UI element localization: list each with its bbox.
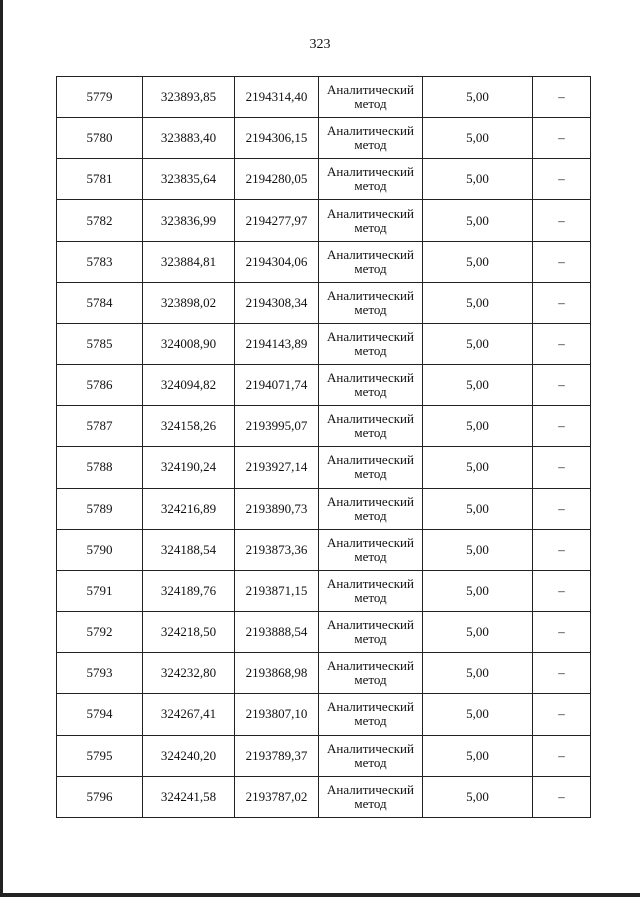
point-number-cell: 5789 [57, 488, 143, 529]
y-coordinate-cell: 2194308,34 [235, 282, 319, 323]
table-row [57, 776, 591, 817]
x-coordinate-cell: 324267,41 [143, 694, 235, 735]
method-cell: Аналитический метод [319, 365, 423, 406]
note-cell: – [533, 776, 591, 817]
table-row [57, 612, 591, 653]
y-coordinate-cell: 2194314,40 [235, 77, 319, 118]
accuracy-cell: 5,00 [423, 776, 533, 817]
y-coordinate-cell: 2194277,97 [235, 200, 319, 241]
note-cell: – [533, 694, 591, 735]
method-cell: Аналитический метод [319, 282, 423, 323]
x-coordinate-cell: 323836,99 [143, 200, 235, 241]
point-number-cell: 5786 [57, 365, 143, 406]
table-row [57, 735, 591, 776]
method-cell: Аналитический метод [319, 241, 423, 282]
method-cell: Аналитический метод [319, 488, 423, 529]
note-cell: – [533, 570, 591, 611]
y-coordinate-cell: 2193871,15 [235, 570, 319, 611]
method-cell: Аналитический метод [319, 323, 423, 364]
accuracy-cell: 5,00 [423, 570, 533, 611]
accuracy-cell: 5,00 [423, 694, 533, 735]
y-coordinate-cell: 2194280,05 [235, 159, 319, 200]
accuracy-cell: 5,00 [423, 529, 533, 570]
method-cell: Аналитический метод [319, 570, 423, 611]
note-cell: – [533, 323, 591, 364]
table-row [57, 653, 591, 694]
note-cell: – [533, 282, 591, 323]
accuracy-cell: 5,00 [423, 406, 533, 447]
scan-bottom-edge [0, 893, 640, 897]
point-number-cell: 5784 [57, 282, 143, 323]
accuracy-cell: 5,00 [423, 488, 533, 529]
method-cell: Аналитический метод [319, 447, 423, 488]
x-coordinate-cell: 324216,89 [143, 488, 235, 529]
point-number-cell: 5783 [57, 241, 143, 282]
x-coordinate-cell: 324232,80 [143, 653, 235, 694]
table-row [57, 570, 591, 611]
accuracy-cell: 5,00 [423, 735, 533, 776]
y-coordinate-cell: 2193927,14 [235, 447, 319, 488]
accuracy-cell: 5,00 [423, 612, 533, 653]
x-coordinate-cell: 324008,90 [143, 323, 235, 364]
note-cell: – [533, 447, 591, 488]
x-coordinate-cell: 323893,85 [143, 77, 235, 118]
method-cell: Аналитический метод [319, 159, 423, 200]
coordinates-table [56, 76, 591, 818]
note-cell: – [533, 365, 591, 406]
method-cell: Аналитический метод [319, 200, 423, 241]
table-row [57, 529, 591, 570]
point-number-cell: 5795 [57, 735, 143, 776]
y-coordinate-cell: 2193807,10 [235, 694, 319, 735]
x-coordinate-cell: 323883,40 [143, 118, 235, 159]
scan-edge [0, 0, 3, 897]
method-cell: Аналитический метод [319, 118, 423, 159]
accuracy-cell: 5,00 [423, 200, 533, 241]
note-cell: – [533, 488, 591, 529]
method-cell: Аналитический метод [319, 653, 423, 694]
y-coordinate-cell: 2193789,37 [235, 735, 319, 776]
accuracy-cell: 5,00 [423, 447, 533, 488]
x-coordinate-cell: 324240,20 [143, 735, 235, 776]
point-number-cell: 5779 [57, 77, 143, 118]
method-cell: Аналитический метод [319, 529, 423, 570]
accuracy-cell: 5,00 [423, 365, 533, 406]
method-cell: Аналитический метод [319, 406, 423, 447]
point-number-cell: 5780 [57, 118, 143, 159]
table-row [57, 282, 591, 323]
method-cell: Аналитический метод [319, 77, 423, 118]
table-row [57, 447, 591, 488]
x-coordinate-cell: 324094,82 [143, 365, 235, 406]
table-row [57, 77, 591, 118]
method-cell: Аналитический метод [319, 694, 423, 735]
note-cell: – [533, 118, 591, 159]
x-coordinate-cell: 324189,76 [143, 570, 235, 611]
page-number: 323 [309, 37, 331, 52]
x-coordinate-cell: 323884,81 [143, 241, 235, 282]
x-coordinate-cell: 324218,50 [143, 612, 235, 653]
point-number-cell: 5791 [57, 570, 143, 611]
point-number-cell: 5785 [57, 323, 143, 364]
x-coordinate-cell: 323835,64 [143, 159, 235, 200]
accuracy-cell: 5,00 [423, 118, 533, 159]
point-number-cell: 5788 [57, 447, 143, 488]
method-cell: Аналитический метод [319, 776, 423, 817]
accuracy-cell: 5,00 [423, 653, 533, 694]
note-cell: – [533, 200, 591, 241]
accuracy-cell: 5,00 [423, 77, 533, 118]
method-cell: Аналитический метод [319, 735, 423, 776]
table-row [57, 365, 591, 406]
accuracy-cell: 5,00 [423, 282, 533, 323]
table-row [57, 200, 591, 241]
note-cell: – [533, 735, 591, 776]
y-coordinate-cell: 2194304,06 [235, 241, 319, 282]
x-coordinate-cell: 324241,58 [143, 776, 235, 817]
y-coordinate-cell: 2193995,07 [235, 406, 319, 447]
point-number-cell: 5790 [57, 529, 143, 570]
table-row [57, 488, 591, 529]
y-coordinate-cell: 2193873,36 [235, 529, 319, 570]
method-cell: Аналитический метод [319, 612, 423, 653]
note-cell: – [533, 529, 591, 570]
y-coordinate-cell: 2194306,15 [235, 118, 319, 159]
point-number-cell: 5782 [57, 200, 143, 241]
point-number-cell: 5794 [57, 694, 143, 735]
y-coordinate-cell: 2193868,98 [235, 653, 319, 694]
note-cell: – [533, 241, 591, 282]
table-body [57, 77, 591, 818]
y-coordinate-cell: 2194071,74 [235, 365, 319, 406]
x-coordinate-cell: 324190,24 [143, 447, 235, 488]
point-number-cell: 5793 [57, 653, 143, 694]
note-cell: – [533, 159, 591, 200]
table-row [57, 241, 591, 282]
x-coordinate-cell: 323898,02 [143, 282, 235, 323]
note-cell: – [533, 653, 591, 694]
point-number-cell: 5796 [57, 776, 143, 817]
note-cell: – [533, 406, 591, 447]
y-coordinate-cell: 2194143,89 [235, 323, 319, 364]
table-row [57, 118, 591, 159]
note-cell: – [533, 77, 591, 118]
y-coordinate-cell: 2193787,02 [235, 776, 319, 817]
note-cell: – [533, 612, 591, 653]
x-coordinate-cell: 324158,26 [143, 406, 235, 447]
point-number-cell: 5792 [57, 612, 143, 653]
table-row [57, 406, 591, 447]
table-row [57, 694, 591, 735]
accuracy-cell: 5,00 [423, 323, 533, 364]
point-number-cell: 5787 [57, 406, 143, 447]
x-coordinate-cell: 324188,54 [143, 529, 235, 570]
point-number-cell: 5781 [57, 159, 143, 200]
accuracy-cell: 5,00 [423, 159, 533, 200]
table-row [57, 323, 591, 364]
accuracy-cell: 5,00 [423, 241, 533, 282]
y-coordinate-cell: 2193888,54 [235, 612, 319, 653]
table-row [57, 159, 591, 200]
y-coordinate-cell: 2193890,73 [235, 488, 319, 529]
